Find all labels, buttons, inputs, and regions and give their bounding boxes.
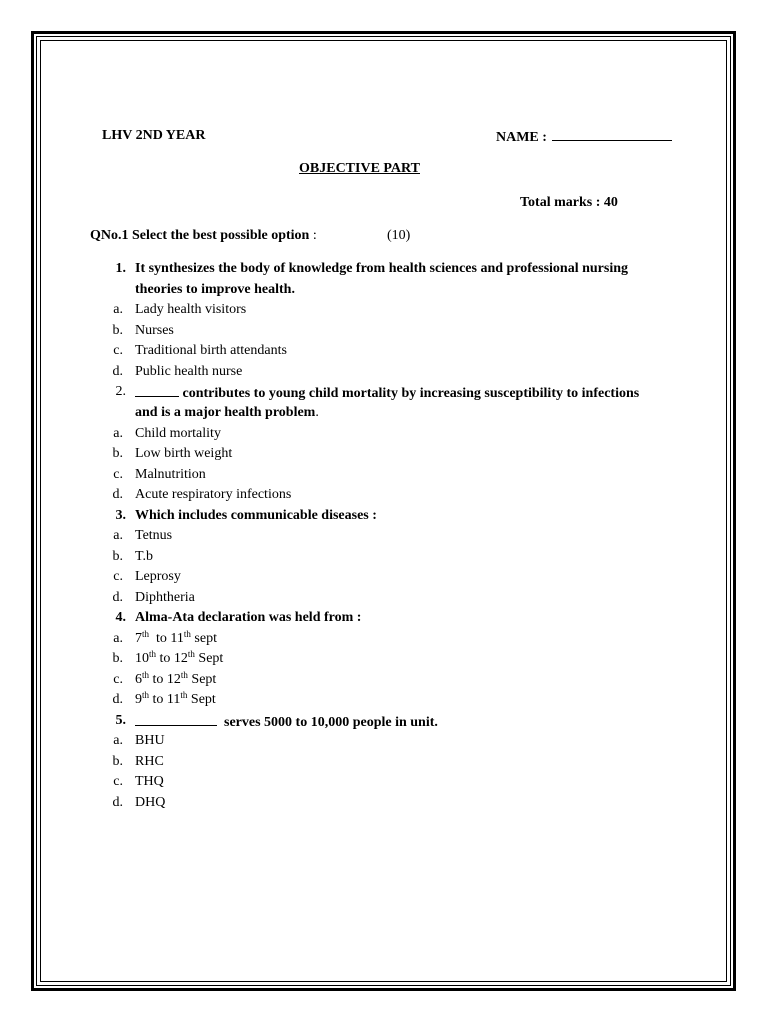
option-text: 6th to 12th Sept	[135, 670, 217, 687]
option-text: 10th to 12th Sept	[135, 649, 224, 666]
question-text: contributes to young child mortality by increasing susceptibility to infections	[182, 386, 640, 401]
answer-blank	[135, 711, 217, 726]
class-label: LHV 2ND YEAR	[102, 128, 206, 143]
answer-blank	[135, 382, 179, 397]
option-letter: a.	[113, 302, 123, 317]
option-text: RHC	[135, 754, 164, 769]
option-letter: b.	[112, 754, 123, 769]
question-text-continued: theories to improve health.	[135, 282, 295, 297]
option-text: Malnutrition	[135, 467, 206, 482]
option-letter: a.	[113, 631, 123, 646]
option-letter: a.	[113, 733, 123, 748]
page-title: OBJECTIVE PART	[299, 161, 420, 176]
question-text-line	[135, 382, 639, 404]
name-field	[496, 126, 672, 148]
option-letter: b.	[112, 651, 123, 666]
question-text: Alma-Ata declaration was held from :	[135, 610, 362, 625]
option-letter: c.	[113, 467, 123, 482]
option-text: Leprosy	[135, 569, 181, 584]
option-letter: d.	[112, 795, 123, 810]
question-text: Which includes communicable diseases :	[135, 508, 377, 523]
question-text-continued: and is a major health problem	[135, 405, 316, 420]
option-letter: d.	[112, 487, 123, 502]
section-marks: (10)	[387, 228, 411, 243]
option-text: Low birth weight	[135, 446, 233, 461]
option-text: DHQ	[135, 795, 166, 810]
section-label: QNo.1 Select the best possible option	[90, 228, 310, 243]
option-letter: d.	[112, 590, 123, 605]
option-text: Acute respiratory infections	[135, 487, 292, 502]
section-colon: :	[312, 228, 317, 243]
question-text: It synthesizes the body of knowledge from health sciences and professional nursing	[135, 261, 629, 276]
option-text: Tetnus	[135, 528, 173, 543]
option-text: Diphtheria	[135, 590, 195, 605]
question-number: 3.	[115, 508, 126, 523]
option-letter: b.	[112, 549, 123, 564]
option-letter: b.	[112, 323, 123, 338]
option-letter: c.	[113, 672, 123, 687]
question-period: .	[315, 405, 319, 420]
option-text: Lady health visitors	[135, 302, 247, 317]
total-marks: Total marks : 40	[520, 195, 618, 210]
question-number: 5.	[115, 713, 126, 728]
question-text: serves 5000 to 10,000 people in unit.	[224, 715, 438, 730]
name-label: NAME :	[496, 130, 547, 145]
option-text: Nurses	[135, 323, 174, 338]
option-text: T.b	[135, 549, 154, 564]
question-number: 2.	[115, 384, 126, 399]
option-text: Child mortality	[135, 426, 221, 441]
option-letter: c.	[113, 569, 123, 584]
option-letter: d.	[112, 692, 123, 707]
name-blank	[552, 126, 672, 141]
option-text: 7th to 11th sept	[135, 629, 217, 646]
option-letter: b.	[112, 446, 123, 461]
section-header	[90, 226, 317, 246]
option-letter: c.	[113, 343, 123, 358]
option-letter: a.	[113, 528, 123, 543]
option-letter: d.	[112, 364, 123, 379]
question-number: 1.	[115, 261, 126, 276]
option-text: 9th to 11th Sept	[135, 690, 216, 707]
option-text: THQ	[135, 774, 164, 789]
option-letter: a.	[113, 426, 123, 441]
question-number: 4.	[115, 610, 126, 625]
option-letter: c.	[113, 774, 123, 789]
option-text: Traditional birth attendants	[135, 343, 287, 358]
option-text: BHU	[135, 733, 165, 748]
option-text: Public health nurse	[135, 364, 243, 379]
question-text-line	[135, 711, 438, 733]
question-text-continued-line	[135, 403, 319, 423]
